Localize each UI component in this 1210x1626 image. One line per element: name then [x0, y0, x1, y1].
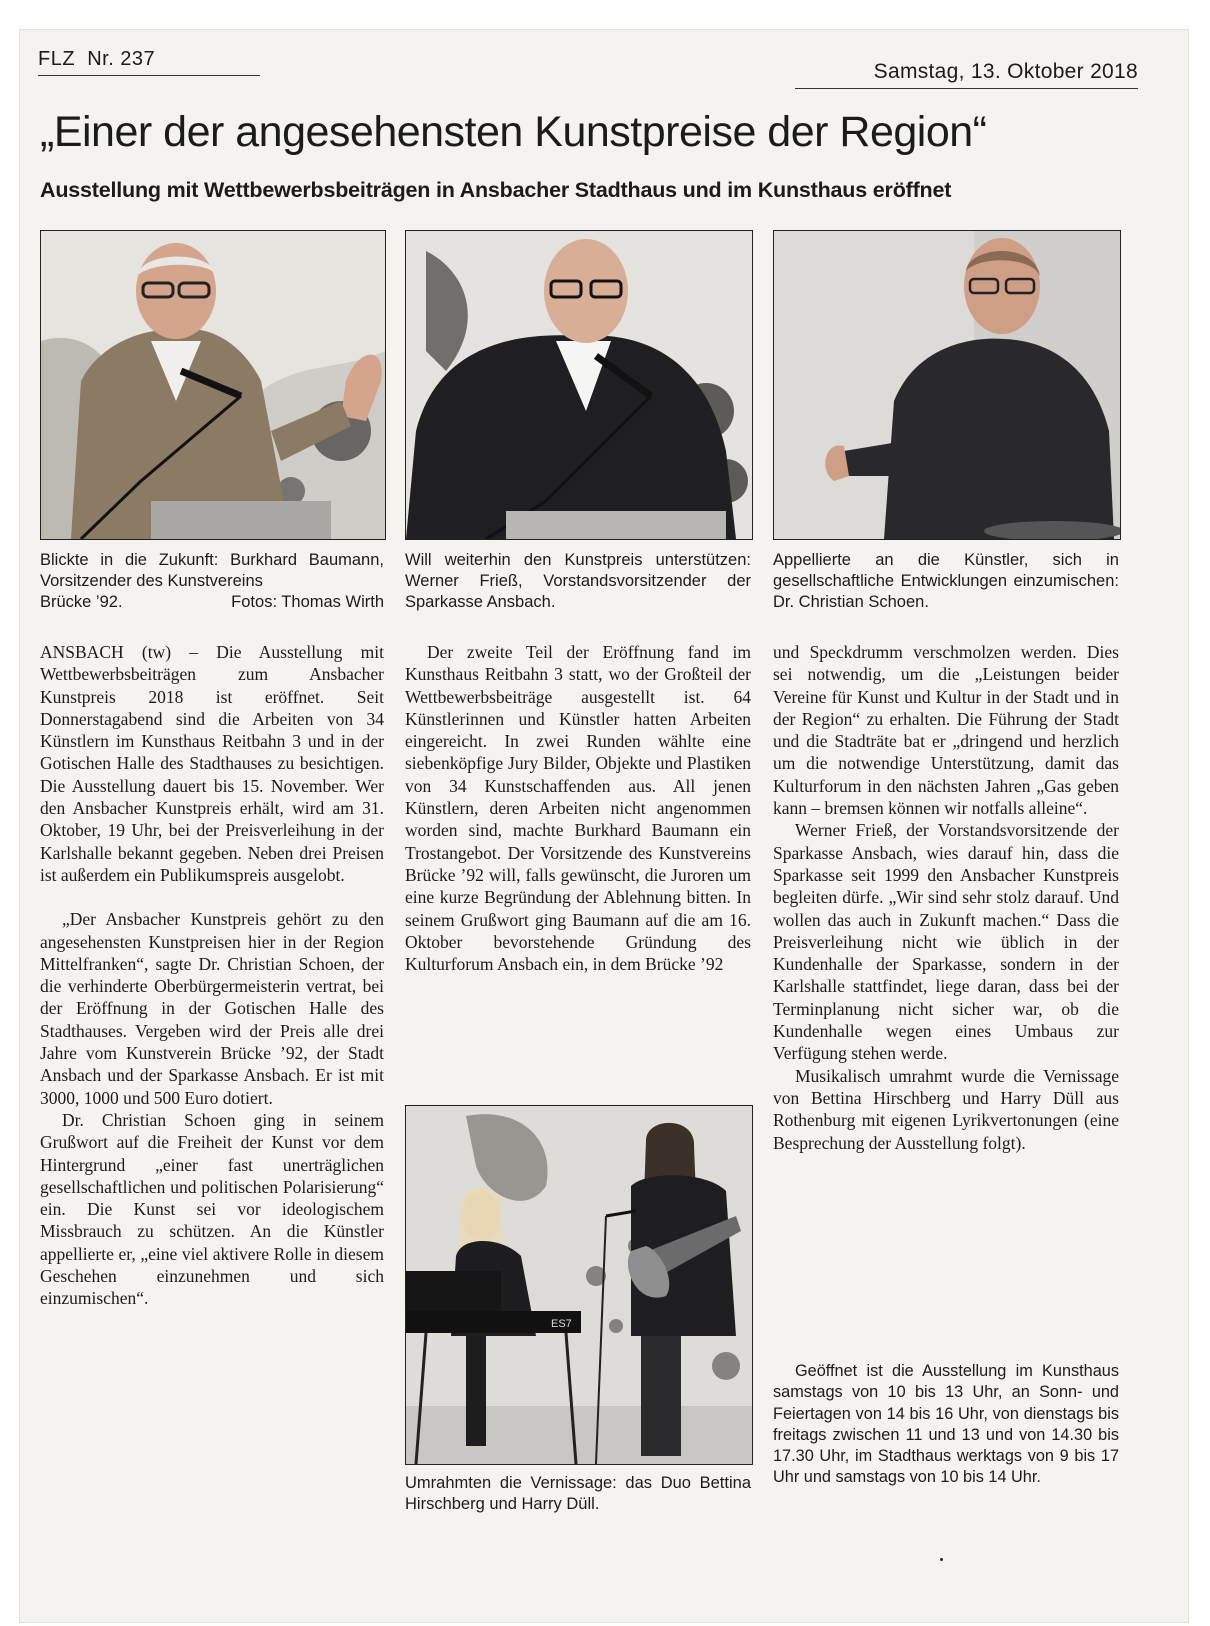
- issue-number: Nr. 237: [87, 48, 156, 70]
- paragraph: ANSBACH (tw) – Die Ausstellung mit Wettbewerbsbeiträgen zum Ansbacher Kunstpreis 2018 ist eröffnet. Seit Donnerstagabend sind die Arbeiten von 34 Künstlern im Kunsthaus Reitbahn 3 und in der Gotischen Halle des Stadthauses zu besichtigen. Die Ausstellung dauert bis 15. November. Wer den Ansbacher Kunstpreis erhält, wird am 31. Oktober, 19 Uhr, bei der Preisverleihung in der Karlshalle bekannt gegeben. Neben drei Preisen ist außerdem ein Publikumspreis ausgelobt.: [40, 642, 384, 885]
- masthead-right-rule: [795, 88, 1138, 89]
- article-column-3: [773, 641, 1119, 1154]
- paragraph: Werner Frieß, der Vorstandsvorsitzende der Sparkasse Ansbach, wies darauf hin, dass die Sparkasse seit 1999 den Ansbacher Kunstpreis begleiten dürfe. „Wir sind sehr stolz darauf. Und wollen das auch in Zukunft machen.“ Dass die Preisverleihung nicht wie üblich in der Kundenhalle der Sparkasse, sondern in der Karlshalle stattfindet, liege daran, dass bei der Terminplanung nicht sicher war, ob die Kundenhalle wegen eines Umbaus zur Verfügung stehen werde.: [773, 820, 1119, 1064]
- caption-photo-4: Umrahmten die Vernissage: das Duo Bettina Hirschberg und Harry Düll.: [405, 1474, 751, 1513]
- caption-photo-3: Appellierte an die Künstler, sich in gesellschaftliche Entwicklungen einzumischen: Dr. Christian Schoen.: [773, 551, 1119, 611]
- photo-speaker-friess: [405, 230, 753, 540]
- paragraph: Der zweite Teil der Eröffnung fand im Kunsthaus Reitbahn 3 statt, wo der Großteil der Wettbewerbsbeiträge ausgestellt ist. 64 Künstlerinnen und Künstler hatten Arbeiten eingereicht. In zwei Runden wählte eine siebenköpfige Jury Bilder, Objekte und Plastiken von 34 Kunstschaffenden aus. All jenen Künstlern, deren Arbeiten nicht angenommen worden sind, machte Burkhard Baumann ein Trostangebot. Der Vorsitzende des Kunstvereins Brücke ’92 will, falls gewünscht, die Juroren um eine kurze Begründung der Ablehnung bitten. In seinem Grußwort ging Baumann auf die am 16. Oktober bevorstehende Gründung des Kulturforum Ansbach ein, in dem Brücke ’92: [405, 642, 751, 975]
- paragraph: und Speckdrumm verschmolzen werden. Dies sei notwendig, um die „Leistungen beider Vereine für Kunst und Kultur in der Stadt und in der Region“ zu erhalten. Die Führung der Stadt und die Stadträte bat er „dringend und herzlich um die notwendige Unterstützung, damit das Kulturforum in den nächsten Jahren „Gas geben kann – bremsen können wir notfalls alleine“.: [773, 642, 1119, 819]
- opening-hours-info: [773, 1361, 1119, 1489]
- decorative-dot: [940, 1558, 943, 1561]
- caption-photo-1: [40, 550, 384, 613]
- headline: „Einer der angesehensten Kunstpreise der Region“: [40, 108, 987, 156]
- caption-photo-1-credit-line: [40, 592, 384, 613]
- issue-date: Samstag, 13. Oktober 2018: [873, 60, 1138, 83]
- opening-hours-text: Geöffnet ist die Ausstellung im Kunsthaus samstags von 10 bis 13 Uhr, an Sonn- und Feiertagen von 14 bis 16 Uhr, von dienstags bis freitags zwischen 11 und 13 und von 14.30 bis 17.30 Uhr, im Stadthaus werktags von 9 bis 17 Uhr und samstags von 10 bis 14 Uhr.: [773, 1362, 1119, 1487]
- photo-musicians-duo: [405, 1105, 753, 1465]
- caption-photo-1-tail: Brücke ’92.: [40, 593, 123, 611]
- keyboard-label: ES7: [551, 1318, 572, 1330]
- photo-speaker-baumann: [40, 230, 386, 540]
- paragraph: Dr. Christian Schoen ging in seinem Grußwort auf die Freiheit der Kunst vor dem Hintergrund „einer fast unerträglichen gesellschaftlichen und politischen Polarisierung“ ein. Die Kunst sei vor ideologischem Missbrauch zu schützen. An die Künstler appellierte er, „eine viel aktivere Rolle in diesem Geschehen einzunehmen und sich einzumischen“.: [40, 1109, 384, 1309]
- caption-photo-1-text: Blickte in die Zukunft: Burkhard Baumann, Vorsitzender des Kunstvereins: [40, 551, 384, 590]
- photo-credit: Fotos: Thomas Wirth: [231, 593, 384, 611]
- caption-photo-2: Will weiterhin den Kunstpreis unterstützen: Werner Frieß, Vorstandsvorsitzender der Sparkasse Ansbach.: [405, 551, 751, 611]
- article-column-2: [405, 641, 751, 975]
- article-column-1: [40, 641, 384, 1310]
- masthead-left-rule: [38, 75, 260, 76]
- paper-name: FLZ: [38, 48, 76, 70]
- photo-speaker-schoen: [773, 230, 1121, 540]
- paragraph: Musikalisch umrahmt wurde die Vernissage von Bettina Hirschberg und Harry Düll aus Rothenburg mit eigenen Lyrikvertonungen (eine Besprechung der Ausstellung folgt).: [773, 1065, 1119, 1153]
- masthead-left: [38, 48, 155, 71]
- subheadline: Ausstellung mit Wettbewerbsbeiträgen in Ansbacher Stadthaus und im Kunsthaus eröffnet: [40, 178, 952, 202]
- paragraph: „Der Ansbacher Kunstpreis gehört zu den angesehensten Kunstpreisen hier in der Region Mittelfranken“, sagte Dr. Christian Schoen, der die verhinderte Oberbürgermeisterin vertrat, bei der Eröffnung in der Gotischen Halle des Stadthauses. Vergeben wird der Preis alle drei Jahre vom Kunstverein Brücke ’92, der Stadt Ansbach und der Sparkasse Ansbach. Er ist mit 3000, 1000 und 500 Euro dotiert.: [40, 909, 384, 1108]
